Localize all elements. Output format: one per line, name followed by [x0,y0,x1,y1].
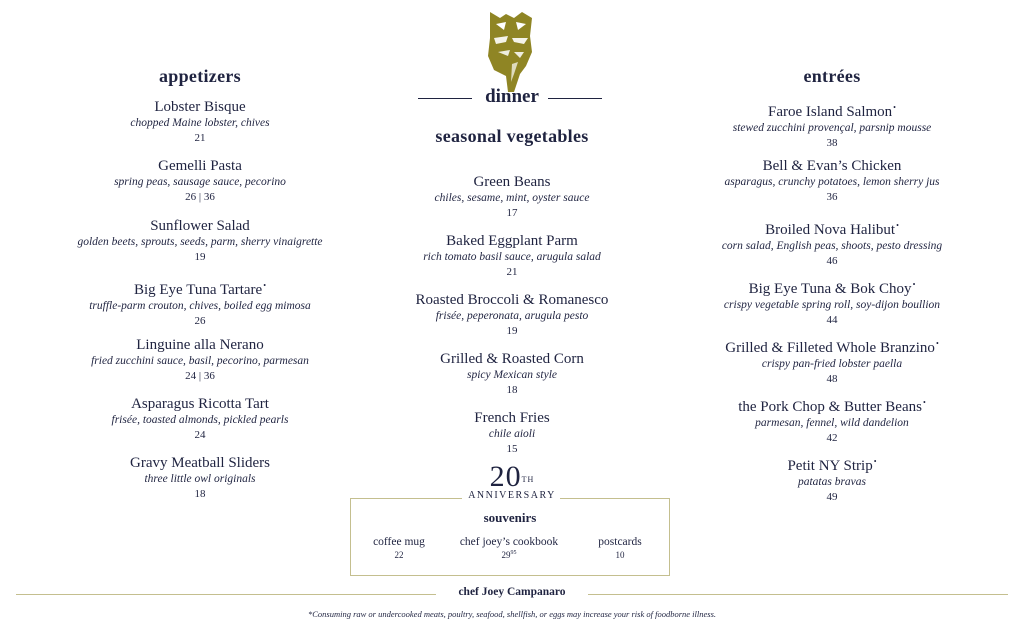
anniversary-badge [452,462,572,501]
item-name [664,394,1000,416]
item-name-text: Big Eye Tuna & Bok Choy [748,281,912,297]
dot-icon: • [922,398,926,407]
menu-item [664,276,1000,328]
chef-credit: chef Joey Campanaro [458,586,566,598]
dot-icon: • [935,339,939,348]
menu-item [40,337,360,384]
item-desc: three little owl originals [144,473,256,485]
menu-item [664,335,1000,387]
item-price: 19 [506,325,518,337]
souvenir-item [565,536,675,560]
menu-item [664,217,1000,269]
item-price: 21 [506,266,518,278]
item-price: 49 [826,491,838,503]
item-name: Grilled & Roasted Corn [440,351,584,367]
item-desc: crispy pan-fried lobster paella [761,358,903,370]
item-desc: stewed zucchini provençal, parsnip mousse [732,122,932,134]
souvenir-item [454,536,564,560]
item-desc: corn salad, English peas, shoots, pesto dressing [721,240,943,252]
item-name [40,277,360,299]
dinner-heading [410,86,614,108]
item-name-text: Broiled Nova Halibut [765,222,896,238]
item-price: 15 [506,443,518,455]
entrees-title: entrées [803,66,861,86]
item-desc: truffle-parm crouton, chives, boiled egg mimosa [89,300,311,312]
item-price: 36 [826,191,838,203]
item-price: 17 [506,207,518,219]
menu-item [40,277,360,329]
item-name: Sunflower Salad [150,218,250,234]
menu-item [40,218,360,265]
item-price: 48 [826,373,838,385]
item-name: Gravy Meatball Sliders [130,455,270,471]
item-name: Lobster Bisque [154,99,246,115]
foodborne-disclaimer: *Consuming raw or undercooked meats, poultry, seafood, shellfish, or eggs may increase your risk of foodborne illness. [307,609,717,619]
item-name [664,453,1000,475]
item-name [664,99,1000,121]
vegetables-title: seasonal vegetables [435,126,589,146]
souvenir-name: postcards [598,536,642,548]
item-desc: crispy vegetable spring roll, soy-dijon boullion [723,299,941,311]
item-name [664,335,1000,357]
item-price: 44 [826,314,838,326]
dot-icon: • [873,457,877,466]
page-title: dinner [485,86,539,107]
menu-item [352,174,672,221]
item-name-text: Big Eye Tuna Tartare [133,282,263,298]
item-desc: spicy Mexican style [466,369,558,381]
item-price: 42 [826,432,838,444]
item-price: 46 [826,255,838,267]
dot-icon: • [263,281,267,290]
menu-item [664,158,1000,205]
souvenir-price [454,550,564,560]
item-name: French Fries [474,410,550,426]
item-price: 26 | 36 [185,191,215,203]
item-desc: parmesan, fennel, wild dandelion [755,417,909,429]
anniversary-number-text: 20 [489,460,522,493]
dinner-rule-right [548,98,602,99]
item-name: Roasted Broccoli & Romanesco [415,292,609,308]
menu-item [40,99,360,146]
item-desc: patatas bravas [797,476,867,488]
item-desc: golden beets, sprouts, seeds, parm, sherry vinaigrette [77,236,323,248]
item-name: Baked Eggplant Parm [446,233,578,249]
item-price: 18 [194,488,206,500]
menu-item [352,292,672,339]
menu-item [352,410,672,457]
item-name: Gemelli Pasta [158,158,242,174]
menu-item [664,453,1000,505]
appetizers-title: appetizers [159,66,241,86]
dot-icon: • [912,280,916,289]
item-name-text: Petit NY Strip [787,458,873,474]
footer-rule-right [588,594,1008,595]
footer-rule-left [16,594,436,595]
menu-item [352,233,672,280]
item-name: Asparagus Ricotta Tart [131,396,269,412]
menu-item [664,394,1000,446]
item-price: 24 [194,429,206,441]
item-desc: chiles, sesame, mint, oyster sauce [434,192,590,204]
item-name: Bell & Evan’s Chicken [762,158,902,174]
souvenir-name: chef joey’s cookbook [459,536,559,548]
item-price: 21 [194,132,206,144]
item-name: Linguine alla Nerano [136,337,264,353]
item-price: 19 [194,251,206,263]
item-name [664,217,1000,239]
souvenir-name: coffee mug [373,536,425,548]
anniversary-word: ANNIVERSARY [468,490,556,501]
owl-logo-icon [484,8,538,92]
souvenir-item [344,536,454,560]
menu-item [352,351,672,398]
item-desc: chopped Maine lobster, chives [130,117,270,129]
item-price: 24 | 36 [185,370,215,382]
menu-item [40,455,360,502]
souvenir-price-cents: 95 [510,550,517,556]
item-desc: frisée, peperonata, arugula pesto [435,310,589,322]
item-name [664,276,1000,298]
item-name-text: Faroe Island Salmon [768,104,893,120]
item-desc: frisée, toasted almonds, pickled pearls [111,414,289,426]
anniversary-number [452,462,572,492]
dot-icon: • [893,103,896,112]
item-price: 26 [194,315,206,327]
item-price: 18 [506,384,518,396]
item-name: Green Beans [473,174,551,190]
anniversary-suffix: TH [521,475,535,484]
souvenir-price: 10 [615,550,625,560]
item-desc: fried zucchini sauce, basil, pecorino, parmesan [91,355,309,367]
souvenir-price-text: 29 [501,550,511,560]
dot-icon: • [896,221,899,230]
item-desc: spring peas, sausage sauce, pecorino [114,176,286,188]
item-price: 38 [826,137,838,149]
menu-item [40,396,360,443]
item-name-text: Grilled & Filleted Whole Branzino [725,340,935,356]
item-desc: asparagus, crunchy potatoes, lemon sherry jus [724,176,940,188]
item-name-text: the Pork Chop & Butter Beans [738,399,922,415]
menu-item [664,99,1000,151]
item-desc: rich tomato basil sauce, arugula salad [423,251,601,263]
menu-item [40,158,360,205]
souvenir-price: 22 [394,550,404,560]
item-desc: chile aioli [488,428,536,440]
souvenirs-title: souvenirs [483,510,537,525]
